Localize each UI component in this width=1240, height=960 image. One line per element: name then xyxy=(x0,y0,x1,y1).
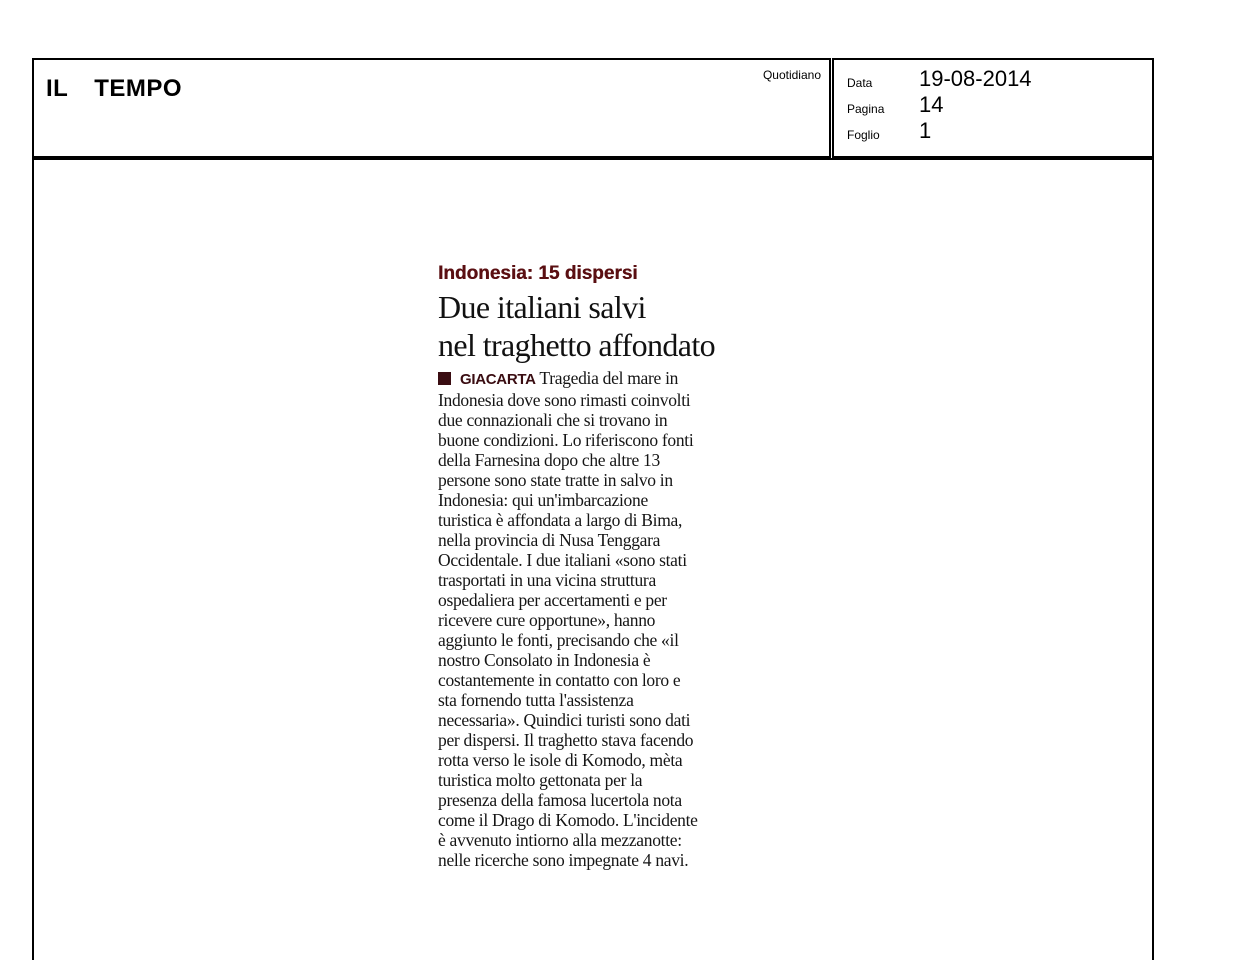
body-line: ricevere cure opportune», hanno xyxy=(438,610,656,630)
body-line: aggiunto le fonti, precisando che «il xyxy=(438,630,679,650)
body-line: turistica è affondata a largo di Bima, xyxy=(438,510,683,530)
article-body xyxy=(438,368,768,870)
body-line: sta fornendo tutta l'assistenza xyxy=(438,690,634,710)
body-line: turistica molto gettonata per la xyxy=(438,770,643,790)
newspaper-name: IL TEMPO xyxy=(46,75,183,102)
page-value: 14 xyxy=(919,92,944,117)
body-line: persone sono state tratte in salvo in xyxy=(438,470,673,490)
headline-line: Due italiani salvi xyxy=(438,289,646,325)
body-line: Tragedia del mare in xyxy=(539,368,679,388)
article xyxy=(438,262,768,870)
header-masthead-box xyxy=(32,58,831,158)
body-line: è avvenuto intiorno alla mezzanotte: xyxy=(438,830,682,850)
article-kicker: Indonesia: 15 dispersi xyxy=(438,263,638,284)
body-line: Occidentale. I due italiani «sono stati xyxy=(438,550,687,570)
article-headline xyxy=(438,288,768,364)
sheet-value: 1 xyxy=(919,118,932,143)
body-line: ospedaliera per accertamenti e per xyxy=(438,590,667,610)
article-dateline: GIACARTA xyxy=(460,371,536,388)
body-line: nostro Consolato in Indonesia è xyxy=(438,650,651,670)
body-line: per dispersi. Il traghetto stava facendo xyxy=(438,730,694,750)
sheet-label: Foglio xyxy=(847,128,880,142)
body-line: trasportati in una vicina struttura xyxy=(438,570,656,590)
body-line: Indonesia: qui un'imbarcazione xyxy=(438,490,648,510)
body-line: presenza della famosa lucertola nota xyxy=(438,790,682,810)
page-label: Pagina xyxy=(847,102,885,116)
body-line: nella provincia di Nusa Tenggara xyxy=(438,530,661,550)
body-line: come il Drago di Komodo. L'incidente xyxy=(438,810,698,830)
body-line: Indonesia dove sono rimasti coinvolti xyxy=(438,390,691,410)
date-label: Data xyxy=(847,76,873,90)
header-meta-box xyxy=(832,58,1154,158)
date-value: 19-08-2014 xyxy=(919,66,1032,91)
body-line: della Farnesina dopo che altre 13 xyxy=(438,450,660,470)
body-line: nelle ricerche sono impegnate 4 navi. xyxy=(438,850,689,870)
body-line: rotta verso le isole di Komodo, mèta xyxy=(438,750,683,770)
publication-frequency: Quotidiano xyxy=(762,68,821,82)
body-line: due connazionali che si trovano in xyxy=(438,410,668,430)
headline-line: nel traghetto affondato xyxy=(438,327,716,363)
body-line: buone condizioni. Lo riferiscono fonti xyxy=(438,430,694,450)
body-line: necessaria». Quindici turisti sono dati xyxy=(438,710,691,730)
body-line-first xyxy=(438,368,768,390)
square-bullet-icon xyxy=(438,372,451,385)
body-line: costantemente in contatto con loro e xyxy=(438,670,681,690)
